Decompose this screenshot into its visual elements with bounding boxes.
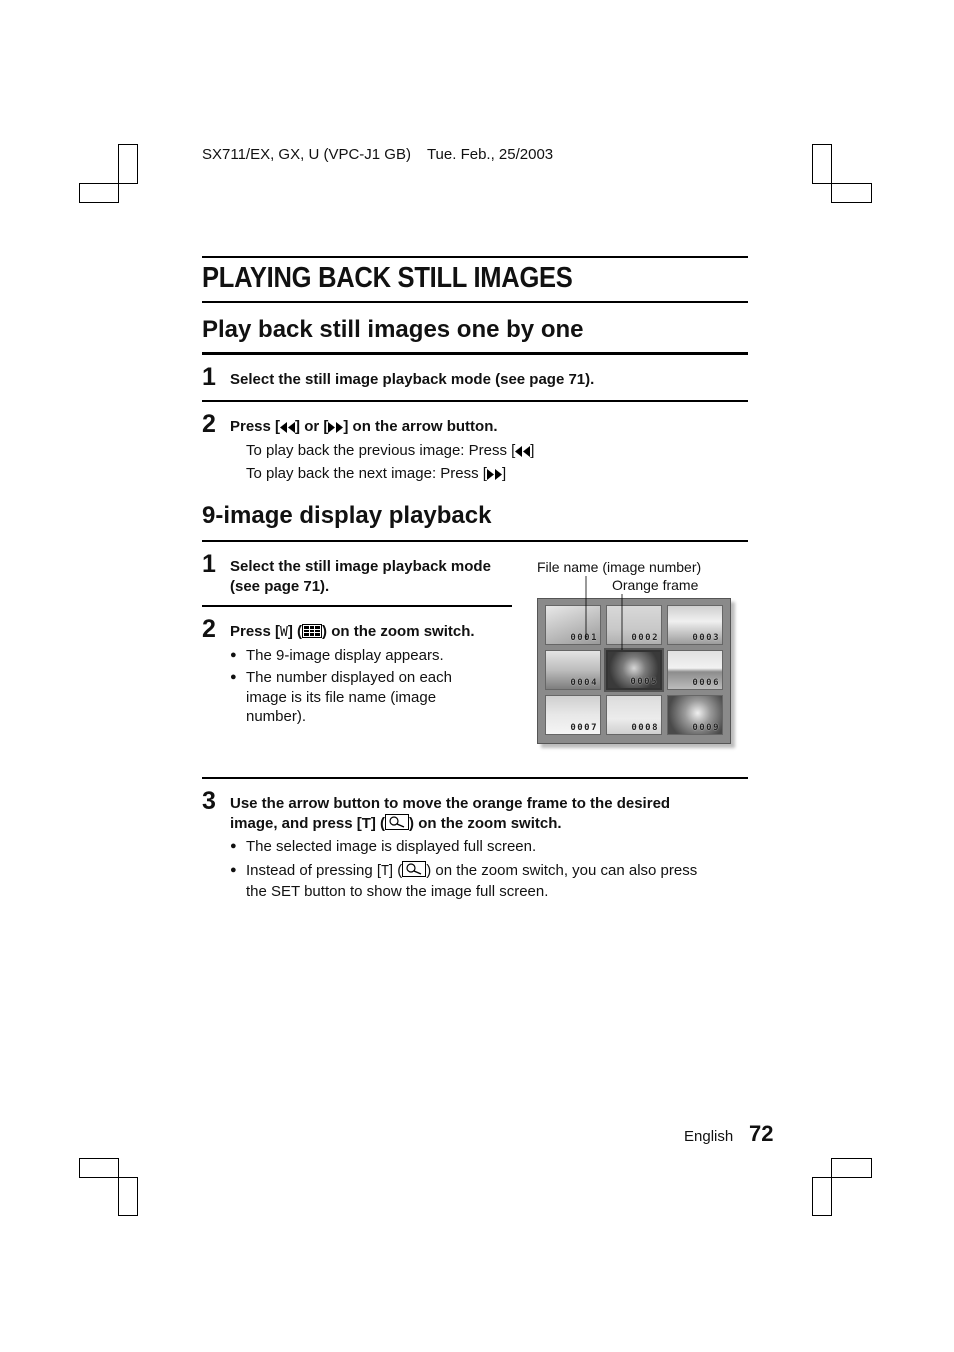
page-title: PLAYING BACK STILL IMAGES <box>202 262 573 294</box>
step-text-part: Press [ <box>230 623 281 640</box>
bullet-dot-icon: ● <box>230 671 237 683</box>
bullet-dot-icon: ● <box>230 840 237 852</box>
thumbnail-file-number: 0005 <box>630 677 658 687</box>
step3-rule <box>202 777 748 779</box>
callout-orange-frame: Orange frame <box>612 577 699 593</box>
step-number: 1 <box>202 550 216 578</box>
step-text-line: Use the arrow button to move the orange frame to the desired <box>230 795 671 812</box>
bullet-text: The number displayed on each <box>246 669 452 686</box>
bullet-text: number). <box>246 708 307 725</box>
magnify-icon <box>402 861 426 877</box>
step-text-line <box>230 814 670 834</box>
bullet-text: ) on the zoom switch, you can also press <box>426 862 698 879</box>
crop-mark-bottom-right-h <box>831 1158 872 1178</box>
thumbnail-file-number: 0003 <box>692 633 720 643</box>
step-text-line: (see page 71). <box>230 578 330 595</box>
thumbnail-file-number: 0008 <box>631 723 659 733</box>
bullet-text-line <box>246 861 697 882</box>
bullet-text: The selected image is displayed full screen. <box>246 838 537 855</box>
thumbnail-file-number: 0001 <box>570 633 598 643</box>
step-number: 1 <box>202 363 216 391</box>
bullet-dot-icon: ● <box>230 649 237 661</box>
instruction-text: To play back the next image: Press [ <box>246 465 487 482</box>
header-model: SX711/EX, GX, U (VPC-J1 GB) <box>202 146 411 163</box>
section-heading-one-by-one: Play back still images one by one <box>202 316 584 343</box>
crop-mark-bottom-right-v <box>812 1177 832 1216</box>
zoom-w-key: W <box>280 625 288 640</box>
step-text-part: ] on the arrow button. <box>343 418 498 435</box>
crop-mark-bottom-left-v <box>118 1177 138 1216</box>
thumbnail-file-number: 0009 <box>692 723 720 733</box>
step-text-part: ) on the zoom switch. <box>322 623 475 640</box>
instruction-text: ] <box>501 465 507 482</box>
bullet-item <box>230 837 537 857</box>
callout-file-name: File name (image number) <box>537 559 702 575</box>
crop-mark-bottom-left-h <box>79 1158 119 1178</box>
bullet-text: the SET button to show the image full screen. <box>246 882 549 900</box>
bullet-text: Instead of pressing [ <box>246 862 382 879</box>
header-date: Tue. Feb., 25/2003 <box>426 146 554 163</box>
thumbnail-file-number: 0007 <box>570 723 598 733</box>
magnify-icon <box>385 814 409 830</box>
step-number: 2 <box>202 615 216 643</box>
footer-language: English <box>684 1128 734 1145</box>
step-number: 3 <box>202 787 216 815</box>
step-text-part: ) on the zoom switch. <box>409 815 562 832</box>
thumbnail-file-number: 0004 <box>570 678 598 688</box>
instruction-text: To play back the previous image: Press [ <box>246 442 516 459</box>
step-text-part: Press [ <box>230 418 281 435</box>
step-text-line: Select the still image playback mode <box>230 558 491 575</box>
thumbnail-file-number: 0006 <box>692 678 720 688</box>
step-text: Select the still image playback mode (see page 71). <box>230 371 595 388</box>
bullet-text: image is its file name (image <box>246 688 437 706</box>
bullet-text: ] ( <box>388 862 403 879</box>
step-text-part: ] ( <box>287 623 303 640</box>
bullet-dot-icon: ● <box>230 864 237 876</box>
step-text <box>230 794 670 834</box>
bullet-item <box>230 861 698 901</box>
thumbnail-file-number: 0002 <box>631 633 659 643</box>
bullet-text: The 9-image display appears. <box>246 647 444 664</box>
zoom-t-key: T <box>381 864 389 879</box>
step-text-part: image, and press [T] ( <box>230 815 386 832</box>
step-text-part: ] or [ <box>295 418 329 435</box>
instruction-text: ] <box>530 442 535 459</box>
section-heading-9-image: 9-image display playback <box>202 502 492 529</box>
step-number: 2 <box>202 410 216 438</box>
page-number: 72 <box>749 1121 774 1146</box>
